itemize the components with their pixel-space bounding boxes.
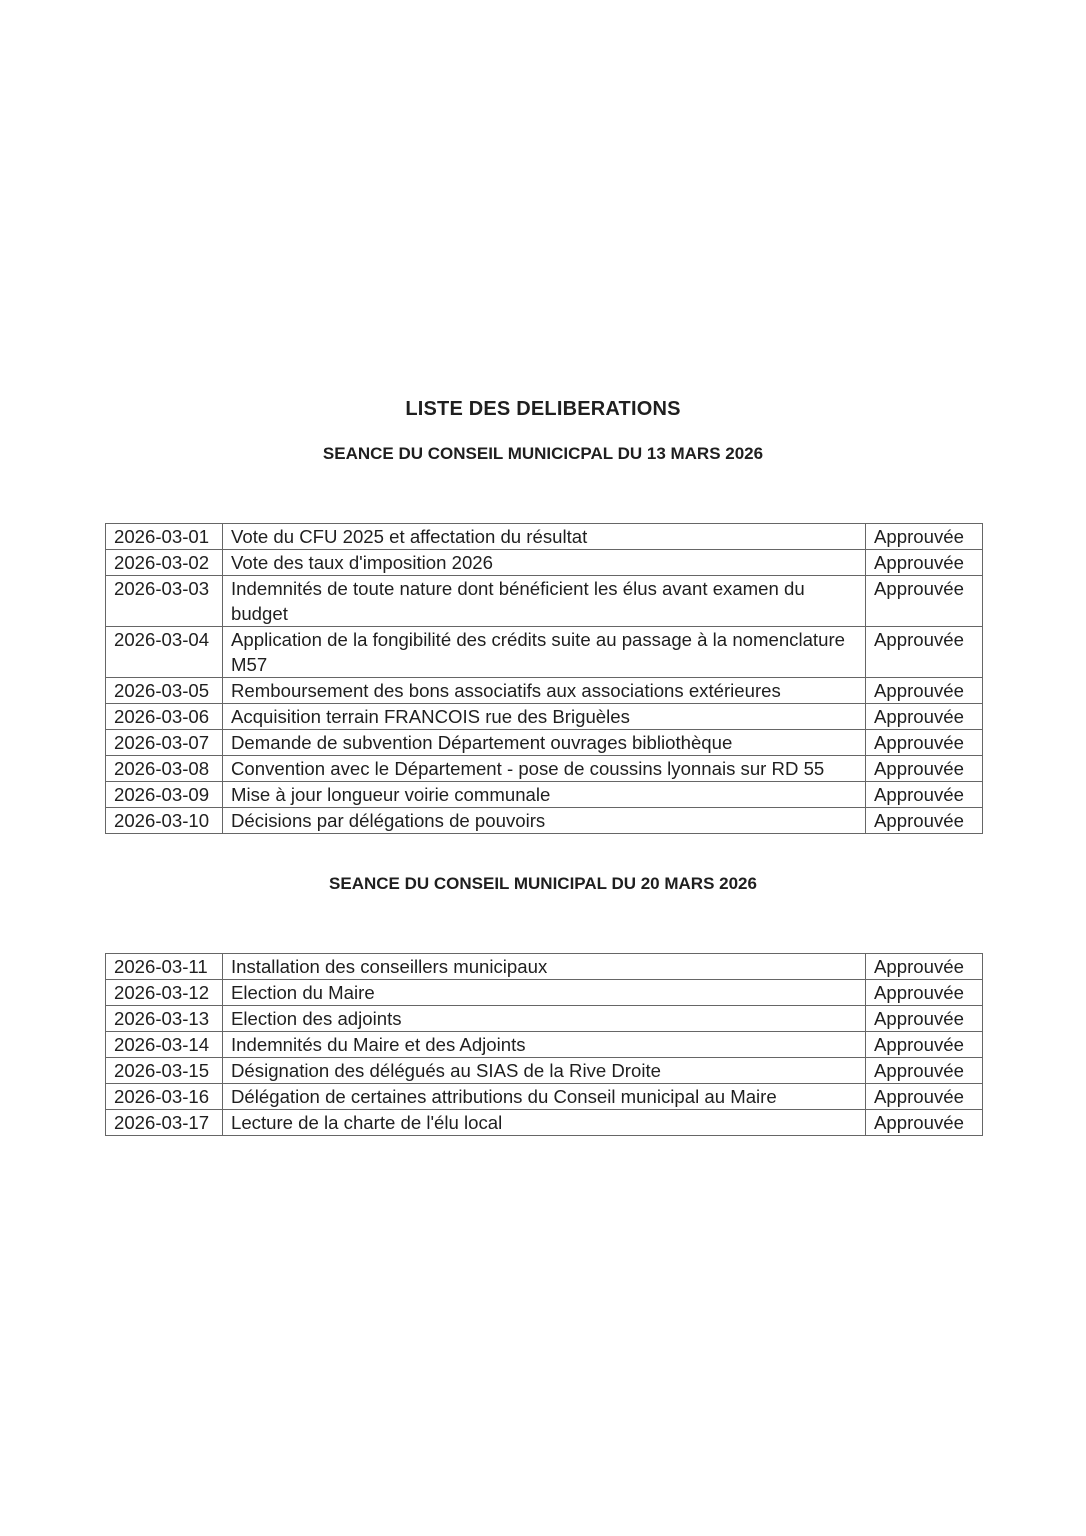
deliberation-number-cell: 2026-03-10 (106, 808, 223, 834)
deliberation-status-cell: Approuvée (866, 730, 983, 756)
deliberation-number-cell: 2026-03-11 (106, 954, 223, 980)
deliberation-title-cell: Demande de subvention Département ouvrages bibliothèque (223, 730, 866, 756)
deliberation-status-cell: Approuvée (866, 678, 983, 704)
deliberation-status-cell: Approuvée (866, 550, 983, 576)
deliberation-title-cell: Remboursement des bons associatifs aux associations extérieures (223, 678, 866, 704)
deliberation-number-cell: 2026-03-13 (106, 1006, 223, 1032)
table-row (106, 1110, 983, 1136)
deliberation-number-cell: 2026-03-02 (106, 550, 223, 576)
deliberation-title-cell: Désignation des délégués au SIAS de la Rive Droite (223, 1058, 866, 1084)
table-row (106, 980, 983, 1006)
table-row (106, 678, 983, 704)
deliberation-status-cell: Approuvée (866, 808, 983, 834)
deliberation-status-cell: Approuvée (866, 1084, 983, 1110)
deliberation-title-cell: Convention avec le Département - pose de coussins lyonnais sur RD 55 (223, 756, 866, 782)
deliberation-title-cell: Vote des taux d'imposition 2026 (223, 550, 866, 576)
deliberation-status-cell: Approuvée (866, 627, 983, 678)
deliberation-status-cell: Approuvée (866, 1058, 983, 1084)
deliberation-status-cell: Approuvée (866, 980, 983, 1006)
deliberation-number-cell: 2026-03-16 (106, 1084, 223, 1110)
deliberation-title-cell: Lecture de la charte de l'élu local (223, 1110, 866, 1136)
deliberation-title-cell: Application de la fongibilité des crédits suite au passage à la nomenclature M57 (223, 627, 866, 678)
table-row (106, 782, 983, 808)
deliberation-title-cell: Vote du CFU 2025 et affectation du résultat (223, 524, 866, 550)
session-section-2 (0, 873, 1086, 1136)
deliberation-title-cell: Mise à jour longueur voirie communale (223, 782, 866, 808)
deliberation-number-cell: 2026-03-01 (106, 524, 223, 550)
table-row (106, 704, 983, 730)
table-row (106, 730, 983, 756)
deliberation-title-cell: Installation des conseillers municipaux (223, 954, 866, 980)
deliberation-status-cell: Approuvée (866, 1110, 983, 1136)
deliberations-table-2 (105, 953, 983, 1136)
deliberation-number-cell: 2026-03-09 (106, 782, 223, 808)
deliberation-number-cell: 2026-03-06 (106, 704, 223, 730)
deliberation-status-cell: Approuvée (866, 1032, 983, 1058)
table-row (106, 627, 983, 678)
deliberation-number-cell: 2026-03-03 (106, 576, 223, 627)
deliberation-number-cell: 2026-03-04 (106, 627, 223, 678)
deliberation-number-cell: 2026-03-05 (106, 678, 223, 704)
table-row (106, 954, 983, 980)
deliberation-title-cell: Indemnités du Maire et des Adjoints (223, 1032, 866, 1058)
deliberation-status-cell: Approuvée (866, 1006, 983, 1032)
deliberation-status-cell: Approuvée (866, 576, 983, 627)
deliberation-number-cell: 2026-03-12 (106, 980, 223, 1006)
table-row (106, 550, 983, 576)
deliberation-number-cell: 2026-03-14 (106, 1032, 223, 1058)
session-heading-1: SEANCE DU CONSEIL MUNICICPAL DU 13 MARS 2026 (322, 444, 764, 463)
table-row (106, 524, 983, 550)
deliberation-title-cell: Election des adjoints (223, 1006, 866, 1032)
deliberation-title-cell: Election du Maire (223, 980, 866, 1006)
deliberation-title-cell: Indemnités de toute nature dont bénéficient les élus avant examen du budget (223, 576, 866, 627)
session-heading-2: SEANCE DU CONSEIL MUNICIPAL DU 20 MARS 2026 (329, 874, 757, 893)
table-row (106, 808, 983, 834)
deliberation-status-cell: Approuvée (866, 756, 983, 782)
table-row (106, 1032, 983, 1058)
document-title: LISTE DES DELIBERATIONS (405, 398, 681, 420)
deliberation-status-cell: Approuvée (866, 954, 983, 980)
deliberation-title-cell: Acquisition terrain FRANCOIS rue des Briguèles (223, 704, 866, 730)
table-row (106, 756, 983, 782)
deliberation-title-cell: Décisions par délégations de pouvoirs (223, 808, 866, 834)
deliberation-status-cell: Approuvée (866, 704, 983, 730)
deliberation-status-cell: Approuvée (866, 524, 983, 550)
deliberation-number-cell: 2026-03-08 (106, 756, 223, 782)
deliberation-title-cell: Délégation de certaines attributions du Conseil municipal au Maire (223, 1084, 866, 1110)
session-section-1 (0, 443, 1086, 834)
table-row (106, 1006, 983, 1032)
deliberation-number-cell: 2026-03-15 (106, 1058, 223, 1084)
table-row (106, 1084, 983, 1110)
table-row (106, 576, 983, 627)
deliberations-table-1 (105, 523, 983, 834)
deliberation-number-cell: 2026-03-07 (106, 730, 223, 756)
deliberation-status-cell: Approuvée (866, 782, 983, 808)
deliberation-number-cell: 2026-03-17 (106, 1110, 223, 1136)
table-row (106, 1058, 983, 1084)
